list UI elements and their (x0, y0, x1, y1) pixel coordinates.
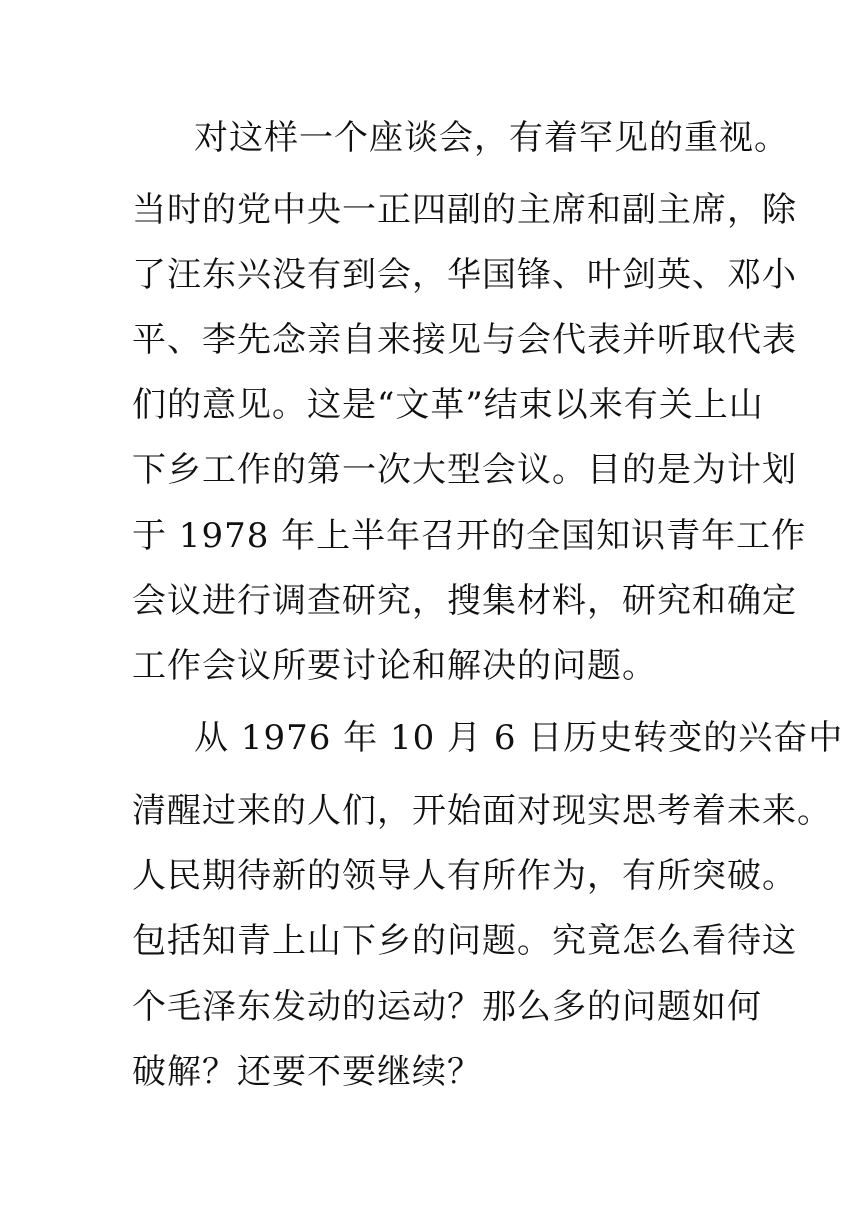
text-line: 从 1976 年 10 月 6 日历史转变的兴奋中 (194, 718, 844, 758)
text-line: 破解？还要不要继续？ (132, 1052, 482, 1092)
text-line: 个毛泽东发动的运动？那么多的问题如何 (132, 987, 762, 1027)
text-line: 们的意见。这是“文革”结束以来有关上山 (132, 385, 764, 425)
text-line: 了汪东兴没有到会，华国锋、叶剑英、邓小 (132, 255, 797, 295)
text-line: 于 1978 年上半年召开的全国知识青年工作 (132, 516, 807, 556)
text-line: 平、李先念亲自来接见与会代表并听取代表 (132, 320, 797, 360)
text-line: 对这样一个座谈会，有着罕见的重视。 (194, 118, 789, 158)
text-line: 下乡工作的第一次大型会议。目的是为计划 (132, 450, 797, 490)
text-line: 工作会议所要讨论和解决的问题。 (132, 646, 657, 686)
text-line: 当时的党中央一正四副的主席和副主席，除 (132, 190, 797, 230)
text-line: 清醒过来的人们，开始面对现实思考着未来。 (132, 791, 832, 831)
text-line: 包括知青上山下乡的问题。究竟怎么看待这 (132, 921, 797, 961)
text-line: 会议进行调查研究，搜集材料，研究和确定 (132, 581, 797, 621)
text-line: 人民期待新的领导人有所作为，有所突破。 (132, 856, 797, 896)
